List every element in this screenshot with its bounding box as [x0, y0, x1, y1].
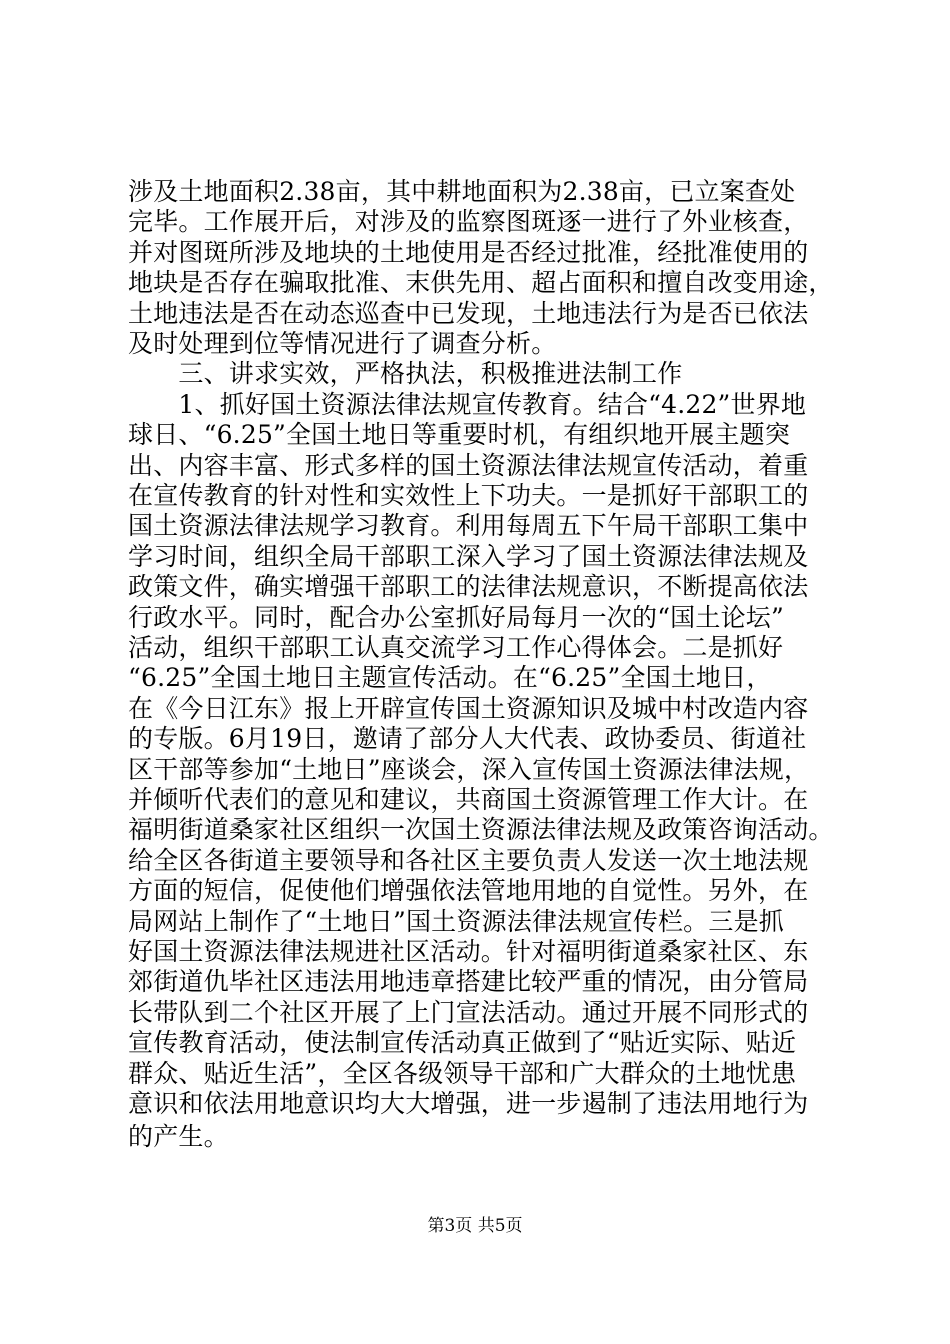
text-line: 的产生。 — [128, 1122, 229, 1151]
text-line: 局网站上制作了“土地日”国土资源法律法规宣传栏。三是抓 — [128, 906, 784, 936]
text-line: 活动，组织干部职工认真交流学习工作心得体会。二是抓好 — [128, 633, 784, 662]
page-footer: 第3页 共5页 — [427, 1216, 523, 1236]
text-line: 并倾听代表们的意见和建议，共商国土资源管理工作大计。在 — [128, 785, 809, 814]
text-line: 及时处理到位等情况进行了调查分析。 — [128, 329, 557, 358]
text-line: 郊街道仇毕社区违法用地违章搭建比较严重的情况，由分管局 — [128, 967, 809, 997]
text-line: 1、抓好国土资源法律法规宣传教育。结合“4.22”世界地 — [128, 389, 807, 419]
text-line: 在《今日江东》报上开辟宣传国土资源知识及城中村改造内容 — [128, 693, 809, 723]
text-line: 给全区各街道主要领导和各社区主要负责人发送一次土地法规 — [128, 845, 809, 875]
text-line: 土地违法是否在动态巡查中已发现，土地违法行为是否已依法 — [128, 298, 809, 328]
text-line: 学习时间，组织全局干部职工深入学习了国土资源法律法规及 — [128, 541, 809, 571]
text-line: 行政水平。同时，配合办公室抓好局每月一次的“国土论坛” — [128, 602, 784, 632]
text-line: 国土资源法律法规学习教育。利用每周五下午局干部职工集中 — [128, 511, 809, 541]
text-line: “6.25”全国土地日主题宣传活动。在“6.25”全国土地日， — [128, 663, 772, 693]
text-line: 的专版。6月19日，邀请了部分人大代表、政协委员、街道社 — [128, 724, 807, 754]
section-heading: 三、讲求实效，严格执法，积极推进法制工作 — [128, 359, 683, 389]
text-line: 群众、贴近生活”，全区各级领导干部和广大群众的土地忧患 — [128, 1058, 797, 1088]
text-line: 长带队到二个社区开展了上门宣法活动。通过开展不同形式的 — [128, 997, 809, 1027]
text-line: 出、内容丰富、形式多样的国土资源法律法规宣传活动，着重 — [128, 450, 809, 480]
text-line: 好国土资源法律法规进社区活动。针对福明街道桑家社区、东 — [128, 937, 809, 966]
text-line: 完毕。工作展开后，对涉及的监察图斑逐一进行了外业核查， — [128, 207, 809, 237]
text-line: 宣传教育活动，使法制宣传活动真正做到了“贴近实际、贴近 — [128, 1028, 797, 1058]
text-line: 地块是否存在骗取批准、末供先用、超占面积和擅自改变用途， — [128, 268, 834, 298]
text-line: 在宣传教育的针对性和实效性上下功夫。一是抓好干部职工的 — [128, 481, 809, 510]
text-line: 意识和依法用地意识均大大增强，进一步遏制了违法用地行为 — [128, 1089, 809, 1118]
text-line: 涉及土地面积2.38亩，其中耕地面积为2.38亩，已立案查处 — [128, 177, 796, 206]
text-line: 政策文件，确实增强干部职工的法律法规意识，不断提高依法 — [128, 572, 809, 602]
text-line: 球日、“6.25”全国土地日等重要时机，有组织地开展主题突 — [128, 420, 791, 450]
text-line: 方面的短信，促使他们增强依法管地用地的自觉性。另外，在 — [128, 876, 809, 906]
text-line: 区干部等参加“土地日”座谈会，深入宣传国土资源法律法规， — [128, 754, 810, 784]
text-line: 福明街道桑家社区组织一次国土资源法律法规及政策咨询活动。 — [128, 815, 834, 845]
text-line: 并对图斑所涉及地块的土地使用是否经过批准，经批准使用的 — [128, 237, 809, 267]
